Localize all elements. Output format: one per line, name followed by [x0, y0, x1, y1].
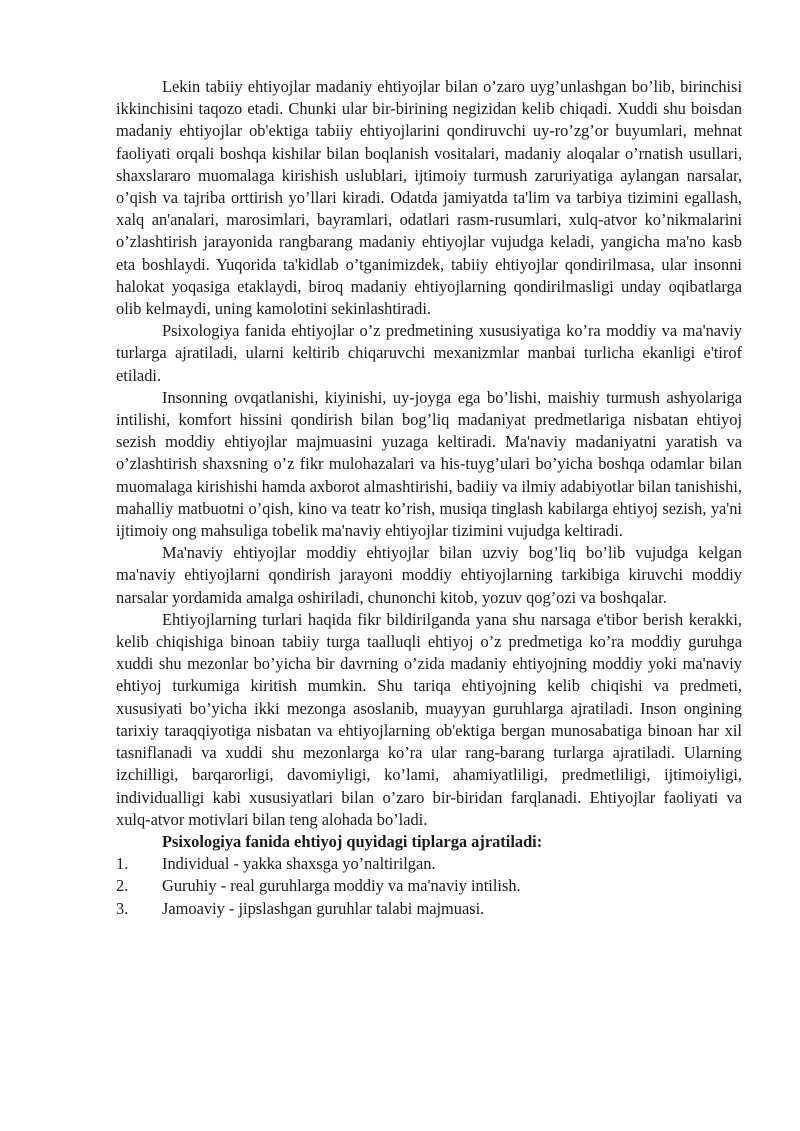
paragraph-material-spiritual-division: Psixologiya fanida ehtiyojlar o’z predmetining xususiyatiga ko’ra moddiy va ma'naviy turlarga ajratiladi, ularni keltirib chiqaruvchi mexanizmlar manbai turlicha ekanligi e'tirof etiladi.	[116, 321, 742, 385]
list-item	[116, 898, 742, 920]
list-item-number: 1.	[116, 854, 129, 874]
paragraph-need-types: Ehtiyojlarning turlari haqida fikr bildirilganda yana shu narsaga e'tibor berish kerakki, kelib chiqishiga binoan tabiiy turga taalluqli ehtiyoj o’z predmetiga ko’ra moddiy guruhga xuddi shu mezonlar bo’yicha bir davrning o’zida madaniy ehtiyojning moddiy yoki ma'naviy ehtiyoj turkumiga kiritish mumkin. Shu tariqa ehtiyojning kelib chiqishi va predmeti, xususiyati bo’yicha ikki mezonga asoslanib, muayyan guruhlarga ajratiladi. Inson ongining tarixiy taraqqiyotiga nisbatan va ehtiyojlarning ob'ektiga bergan munosabatiga binoan har xil tasniflanadi va xuddi shu mezonlarga ko’ra ular rang-barang turlarga ajratiladi. Ularning izchilligi, barqarorligi, davomiyligi, ko’lami, ahamiyatliligi, predmetliligi, ijtimoiyligi, individualligi kabi xususiyatlari bilan o’zaro bir-biridan farqlanadi. Ehtiyojlar faoliyati va xulq-atvor motivlari bilan teng alohada bo’ladi.	[116, 609, 742, 829]
list-item	[116, 875, 742, 897]
paragraph-natural-vs-cultural-needs: Lekin tabiiy ehtiyojlar madaniy ehtiyojlar bilan o’zaro uyg’unlashgan bo’lib, birinchisi ikkinchisini taqozo etadi. Chunki ular bir-birining negizidan kelib chiqadi. Xuddi shu boisdan madaniy ehtiyojlar ob'ektiga tabiiy ehtiyojlarini qondiruvchi uy-ro’zg’or buyumlari, mehnat faoliyati orqali boshqa kishilar bilan boqlanish vositalari, madaniy aloqalar o’rnatish usullari, shaxslararo muomalaga kirishish uslublari, ijtimoiy turmush zaruriyatiga aylangan narsalar, o’qish va tajriba orttirish yo’llari kiradi. Odatda jamiyatda ta'lim va tarbiya tizimini egallash, xalq an'analari, marosimlari, bayramlari, odatlari rasm-rusumlari, xulq-atvor ko’nikmalarini o’zlashtirish jarayonida rangbarang madaniy ehtiyojlar vujudga keladi, yangicha ma'no kasb eta boshlaydi. Yuqorida ta'kidlab o’tganimizdek, tabiiy ehtiyojlar qondirilmasa, ular insonni halokat yoqasiga etaklaydi, biroq madaniy ehtiyojlarning qondirilmasligi unday oqibatlarga olib kelmaydi, uning kamolotini sekinlashtiradi.	[116, 77, 742, 319]
list-item-text: Guruhiy - real guruhlarga moddiy va ma'naviy intilish.	[162, 876, 521, 896]
list-item-text: Jamoaviy - jipslashgan guruhlar talabi majmuasi.	[162, 898, 485, 918]
list-item	[116, 853, 742, 875]
need-types-list	[116, 853, 742, 920]
list-item-number: 3.	[116, 898, 129, 918]
paragraph-material-needs: Insonning ovqatlanishi, kiyinishi, uy-joyga ega bo’lishi, maishiy turmush ashyolariga intilishi, komfort hissini qondirish bilan bog’liq madaniyat predmetlariga nisbatan ehtiyoj sezish moddiy ehtiyojlar majmuasini yuzaga keltiradi. Ma'naviy madaniyatni yaratish va o’zlashtirish shaxsning o’z fikr mulohazalari va his-tuyg’ulari bo’yicha boshqa odamlar bilan muomalaga kirishishi hamda axborot almashtirishi, badiiy va ilmiy adabiyotlar bilan tanishishi, mahalliy matbuotni o’qish, kino va teatr ko’rish, musiqa tinglash kabilarga ehtiyoj sezish, ya'ni ijtimoiy ong mahsuliga tobelik ma'naviy ehtiyojlar tizimini vujudga keltiradi.	[116, 387, 742, 541]
section-heading: Psixologiya fanida ehtiyoj quyidagi tiplarga ajratiladi:	[162, 831, 543, 851]
list-item-number: 2.	[116, 876, 129, 896]
document-page	[116, 76, 742, 920]
list-item-text: Individual - yakka shaxsga yo’naltirilgan.	[162, 854, 436, 874]
paragraph-spiritual-needs: Ma'naviy ehtiyojlar moddiy ehtiyojlar bilan uzviy bog’liq bo’lib vujudga kelgan ma'naviy ehtiyojlarni qondirish jarayoni moddiy ehtiyojlarning tarkibiga kiruvchi moddiy narsalar yordamida amalga oshiriladi, chunonchi kitob, yozuv qog’ozi va boshqalar.	[116, 543, 742, 607]
